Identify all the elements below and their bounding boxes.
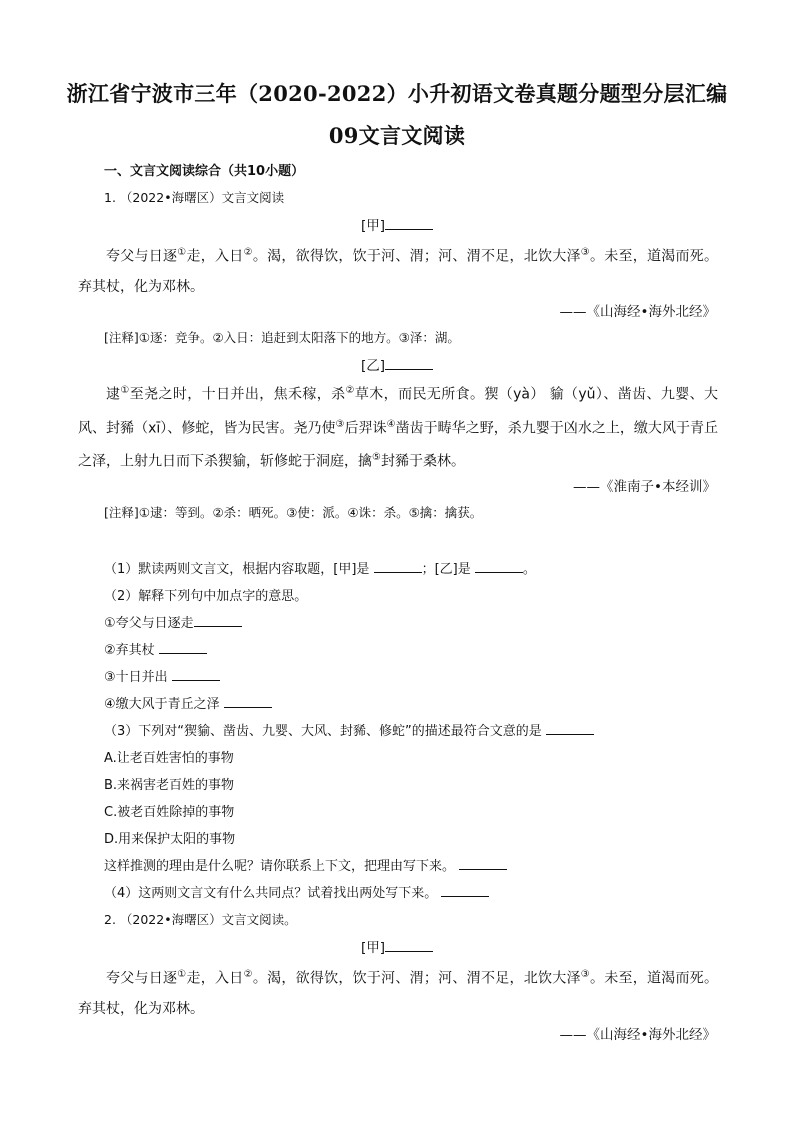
q1-yi-source: ——《淮南子•本经训》 [573,479,716,495]
q1-yi-title [0,354,794,374]
note-mark-3: ③ [580,247,590,258]
q1-sub4-text: （4）这两则文言文有什么共同点？试着找出两处写下来。 [104,886,438,901]
q1-yi-title-blank[interactable] [385,357,433,370]
q1-sub2-item4-blank[interactable] [224,695,272,708]
q1-sub3-text: （3）下列对“猰貐、凿齿、九婴、大风、封豨、修蛇”的描述最符合文意的是 [104,724,542,739]
q1-yi-text-e: 凿齿于畴华之野，杀九婴于凶水之上，缴大风于青丘之泽，上射九日而下杀猰貐，斩修蛇于洞庭，擒 [78,420,718,470]
q2-jia-title-blank[interactable] [385,939,433,952]
q1-jia-title-blank[interactable] [385,217,433,230]
q1-sub1-text-c: 。 [522,562,536,577]
note-mark-2: ② [243,969,253,980]
q1-jia-label: [甲] [360,218,386,234]
q1-yi-text-d: 后羿诛 [344,420,387,437]
q1-sub2-item1-text: ①夸父与日逐走 [104,616,194,631]
q1-sub4 [104,882,489,901]
q2-jia-text-d: 。未至，道渴而死。弃其杖，化为邓林。 [78,970,719,1017]
q1-sub2-item3-blank[interactable] [172,668,220,681]
q1-sub2-item4-text: ④缴大风于青丘之泽 [104,697,220,712]
q1-sub3-reason [104,855,507,874]
note-mark-5: ⑤ [372,452,381,464]
q2-jia-text-b: 走，入日 [186,970,244,987]
q1-sub2-item2 [104,639,207,658]
q1-jia-source: ——《山海经•海外北经》 [559,304,716,320]
q1-yi-text-b: 至尧之时，十日并出，焦禾稼，杀 [129,386,346,403]
q1-sub3-reason-blank[interactable] [459,857,507,870]
q1-sub2: （2）解释下列句中加点字的意思。 [104,589,308,604]
q1-yi-note: [注释]①逮：等到。②杀：晒死。③使：派。④诛：杀。⑤擒：擒获。 [104,505,483,520]
q1-header: 1. （2022•海曙区）文言文阅读 [104,190,285,205]
q1-sub2-item4 [104,693,272,712]
note-mark-3: ③ [580,969,590,980]
note-mark-3: ③ [335,418,345,430]
q1-jia-text-c: 。渴，欲得饮，饮于河、渭；河、渭不足，北饮大泽 [252,248,581,265]
q1-option-a[interactable]: A.让老百姓害怕的事物 [104,751,234,766]
note-mark-2: ② [345,385,355,396]
q1-sub1-text-b: ；[乙]是 [421,562,471,577]
q2-jia-text-c: 。渴，欲得饮，饮于河、渭；河、渭不足，北饮大泽 [252,970,581,987]
q1-jia-text-b: 走，入日 [186,248,244,265]
q1-sub3-blank[interactable] [546,722,594,735]
q1-sub4-blank[interactable] [441,884,489,897]
q1-option-c[interactable]: C.被老百姓除掉的事物 [104,805,235,820]
q1-jia-note: [注释]①逐：竞争。②入日：追赶到太阳落下的地方。③泽：湖。 [104,330,460,345]
q1-sub2-item3 [104,666,220,685]
q1-yi-label: [乙] [360,358,386,374]
q1-sub3-reason-text: 这样推测的理由是什么呢？请你联系上下文，把理由写下来。 [104,859,456,874]
q2-jia-source: ——《山海经•海外北经》 [559,1027,716,1043]
q1-option-b[interactable]: B.来祸害老百姓的事物 [104,778,235,793]
q1-sub1 [104,558,536,577]
q2-jia-text-a: 夸父与日逐 [106,970,178,987]
q2-jia-label: [甲] [360,940,386,956]
q1-jia-text-d: 。未至，道渴而死。弃其杖，化为邓林。 [78,248,719,295]
document-subtitle: 09文言文阅读 [328,123,466,148]
q1-sub1-text-a: （1）默读两则文言文，根据内容取题，[甲]是 [104,562,370,577]
q2-jia-title [0,936,794,956]
q1-jia-passage [78,238,718,302]
q1-jia-title [0,214,794,234]
q1-yi-text-f: 封豨于桑林。 [380,453,465,470]
q1-yi-passage [78,376,718,477]
q1-sub2-item1 [104,612,242,631]
note-mark-2: ② [243,247,253,258]
note-mark-4: ④ [386,418,396,430]
q1-sub2-item3-text: ③十日并出 [104,670,168,685]
document-title: 浙江省宁波市三年（2020-2022）小升初语文卷真题分题型分层汇编 [66,81,728,106]
q1-yi-text-a: 逮 [106,386,121,403]
note-mark-1: ① [120,385,130,396]
q1-sub3 [104,720,594,739]
q2-header: 2. （2022•海曙区）文言文阅读。 [104,912,297,927]
q2-jia-passage [78,960,718,1024]
q1-option-d[interactable]: D.用来保护太阳的事物 [104,832,236,847]
section-heading: 一、文言文阅读综合（共10小题） [104,164,305,179]
q1-sub2-item2-blank[interactable] [159,641,207,654]
note-mark-1: ① [177,247,187,258]
q1-sub2-item1-blank[interactable] [194,614,242,627]
q1-sub1-blank-yi[interactable] [475,560,523,573]
q1-sub2-item2-text: ②弃其杖 [104,643,155,658]
q1-yi-text-c: 草木，而民无所食。猰（yà） 貐（yǔ）、凿齿、九婴、大风、封豨（xī）、修蛇，皆为民害。尧乃使 [78,386,719,437]
note-mark-1: ① [177,969,187,980]
q1-jia-text-a: 夸父与日逐 [106,248,178,265]
q1-sub1-blank-jia[interactable] [374,560,422,573]
